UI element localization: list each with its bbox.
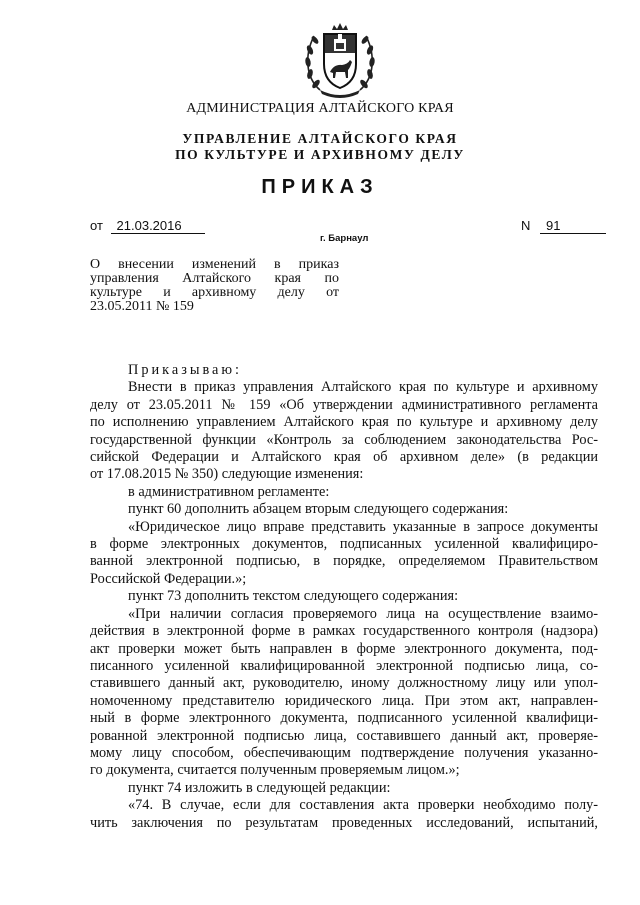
body-line: чить заключения по результатам проведенных исследований, испытаний,	[90, 814, 598, 831]
body-line: номоченному представителю юридического лица. При этом акт, направлен-	[90, 692, 598, 709]
body-line: пункт 60 дополнить абзацем вторым следующего содержания:	[128, 501, 509, 518]
body-line: ный в форме электронного документа, подписанного усиленной квалифици-	[90, 710, 598, 727]
body-line: государственной функции «Контроль за соблюдением законодательства Рос-	[90, 431, 598, 448]
subject-line: культуре и архивному делу от	[90, 286, 339, 300]
department-title-line-2: ПО КУЛЬТУРЕ И АРХИВНОМУ ДЕЛУ	[175, 147, 465, 162]
number-value: 91	[540, 219, 606, 234]
department-title-line-1: УПРАВЛЕНИЕ АЛТАЙСКОГО КРАЯ	[182, 131, 458, 146]
body-line: мому лицу способом, обеспечивающим подтверждение получения указанно-	[90, 744, 598, 761]
body-line: ванной электронной подписью, в порядке, определяемом Правительством	[90, 553, 598, 570]
subject-line: О внесении изменений в приказ	[90, 258, 339, 272]
body-line: Приказываю:	[128, 362, 243, 378]
order-body	[90, 362, 598, 832]
body-line: рованной электронной подписью лица, составившего данный акт, проверяе-	[90, 727, 598, 744]
body-line: го документа, считается полученным проверяемым лицом.»;	[90, 762, 460, 779]
body-line: «Юридическое лицо вправе представить указанные в запросе документы	[128, 518, 598, 535]
order-subject	[90, 258, 339, 314]
body-line: пункт 73 дополнить текстом следующего содержания:	[128, 588, 459, 605]
body-line: сийской Федерации и Алтайского края об архивном деле» (в редакции	[90, 449, 598, 466]
body-line: акт проверки может быть направлен в форме электронного документа, под-	[90, 640, 598, 657]
subject-line: управления Алтайского края по	[90, 272, 339, 286]
body-line: от 17.08.2015 № 350) следующие изменения:	[90, 466, 364, 483]
body-line: «74. В случае, если для составления акта проверки необходимо полу-	[128, 797, 598, 814]
body-line: Внести в приказ управления Алтайского края по культуре и архивному	[128, 379, 598, 396]
body-line: писанного усиленной квалифицированной электронной подписью лица, со-	[90, 657, 598, 674]
date-prefix: от	[90, 218, 103, 233]
administration-title: АДМИНИСТРАЦИЯ АЛТАЙСКОГО КРАЯ	[186, 101, 454, 116]
body-line: ставившего данный акт, руководителю, иному должностному лицу или упол-	[90, 675, 598, 692]
body-line: «При наличии согласия проверяемого лица на осуществление взаимо-	[128, 605, 598, 622]
subject-line: 23.05.2011 № 159	[90, 299, 194, 314]
date-field	[90, 218, 205, 234]
number-field	[521, 218, 606, 234]
body-line: по исполнению управлением Алтайского края по культуре и архивному делу	[90, 414, 598, 431]
body-line: пункт 74 изложить в следующей редакции:	[128, 779, 391, 796]
number-prefix: N	[521, 218, 531, 233]
body-line: в административном регламенте:	[128, 483, 330, 500]
date-value: 21.03.2016	[111, 219, 205, 234]
department-title	[0, 131, 640, 163]
body-line: делу от 23.05.2011 № 159 «Об утверждении административного регламента	[90, 396, 598, 413]
body-line: действия в электронной форме в рамках государственного контроля (надзора)	[90, 623, 598, 640]
document-type-title: ПРИКАЗ	[261, 176, 379, 198]
body-line: Российской Федерации.»;	[90, 570, 247, 587]
city-label: г. Барнаул	[320, 233, 369, 244]
coat-of-arms-emblem	[298, 20, 382, 100]
body-line: в форме электронных документов, подписанных усиленной квалифициро-	[90, 536, 598, 553]
